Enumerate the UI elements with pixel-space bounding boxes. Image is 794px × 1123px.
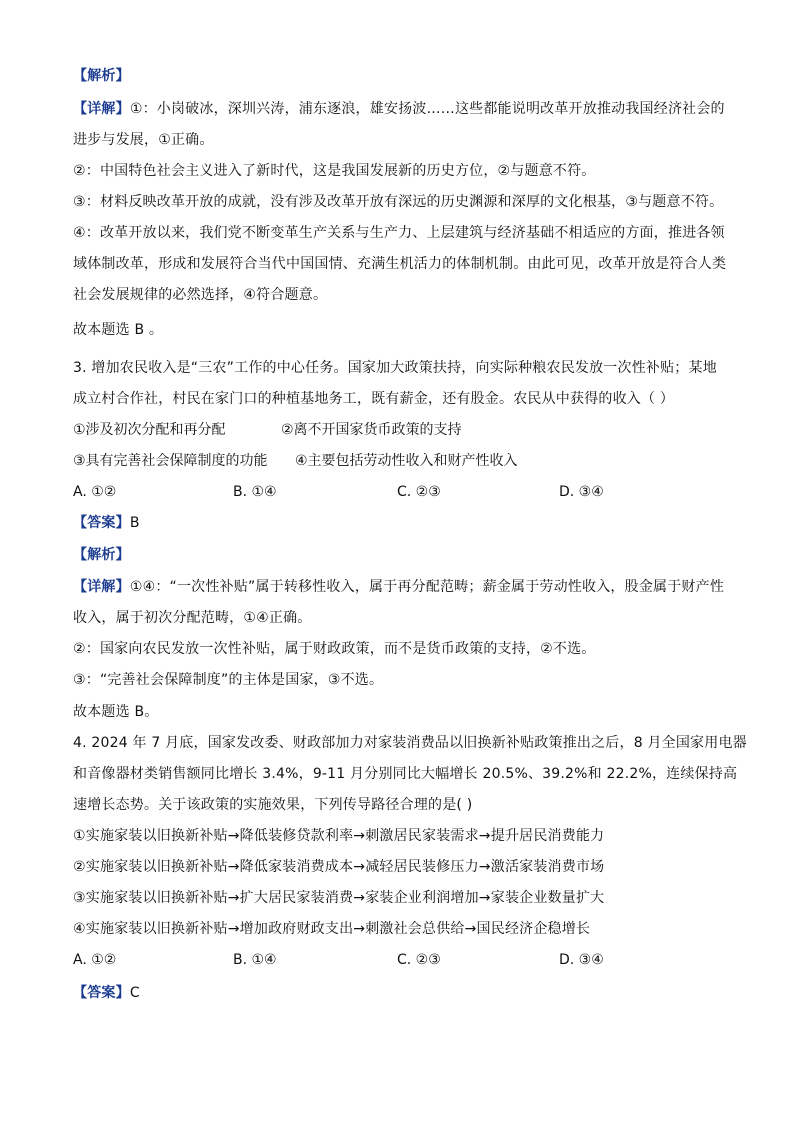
choice-a: A. ①②: [73, 484, 117, 500]
detail-line: 收入，属于初次分配范畴，①④正确。: [73, 610, 312, 626]
statement: ②离不开国家货币政策的支持: [281, 422, 462, 438]
detail-text: ①④：“一次性补贴”属于转移性收入，属于再分配范畴；薪金属于劳动性收入，股金属于财产性: [129, 579, 725, 595]
detail-tag: 【详解】: [73, 579, 130, 595]
statement: ④主要包括劳动性收入和财产性收入: [295, 453, 518, 469]
question-stem: 和音像器材类销售额同比增长 3.4%，9-11 月分别同比大幅增长 20.5%、39.2%和 22.2%，连续保持高: [73, 766, 738, 782]
detail-line: ③：材料反映改革开放的成就，没有涉及改革开放有深远的历史渊源和深厚的文化根基，③与题意不符。: [73, 194, 724, 210]
question-stem: 3. 增加农民收入是“三农”工作的中心任务。国家加大政策扶持，向实际种粮农民发放一次性补贴；某地: [73, 360, 717, 376]
detail-line: ②：国家向农民发放一次性补贴，属于财政政策，而不是货币政策的支持，②不选。: [73, 641, 596, 657]
detail-tag: 【详解】: [73, 101, 130, 117]
choice-row: [73, 950, 723, 970]
question-stem: 4. 2024 年 7 月底，国家发改委、财政部加力对家装消费品以旧换新补贴政策推出之后，8 月全国家用电器: [73, 735, 747, 751]
choice-c: C. ②③: [397, 952, 441, 968]
detail-text: ①：小岗破冰，深圳兴涛，浦东逐浪，雄安扬波……这些都能说明改革开放推动我国经济社会的: [129, 101, 725, 117]
detail-line: 域体制改革，形成和发展符合当代中国国情、充满生机活力的体制机制。由此可见，改革开放是符合人类: [73, 256, 727, 272]
detail-line: ③：“完善社会保障制度”的主体是国家，③不选。: [73, 672, 384, 688]
statement-row: [73, 420, 723, 440]
statement: ①涉及初次分配和再分配: [73, 422, 226, 438]
detail-line: ④：改革开放以来，我们党不断变革生产关系与生产力、上层建筑与经济基础不相适应的方面，推进各领: [73, 225, 725, 241]
answer-line: [73, 983, 140, 1003]
answer-tag: 【答案】: [73, 985, 130, 1001]
detail-line: [73, 577, 724, 597]
choice-row: [73, 482, 723, 502]
answer-tag: 【答案】: [73, 515, 130, 531]
answer-line: [73, 513, 140, 533]
detail-line: [73, 99, 725, 119]
question-stem: 速增长态势。关于该政策的实施效果，下列传导路径合理的是( ): [73, 797, 473, 813]
detail-line: 进步与发展，①正确。: [73, 132, 214, 148]
conclusion-line: 故本题选 B。: [73, 704, 159, 720]
statement: ②实施家装以旧换新补贴→降低家装消费成本→减轻居民装修压力→激活家装消费市场: [73, 859, 605, 875]
choice-a: A. ①②: [73, 952, 117, 968]
choice-d: D. ③④: [559, 952, 604, 968]
choice-d: D. ③④: [559, 484, 604, 500]
analysis-tag: 【解析】: [73, 68, 130, 84]
statement: ④实施家装以旧换新补贴→增加政府财政支出→刺激社会总供给→国民经济企稳增长: [73, 921, 591, 937]
choice-c: C. ②③: [397, 484, 441, 500]
statement: ③实施家装以旧换新补贴→扩大居民家装消费→家装企业利润增加→家装企业数量扩大: [73, 890, 605, 906]
choice-b: B. ①④: [233, 952, 277, 968]
detail-line: 社会发展规律的必然选择，④符合题意。: [73, 287, 328, 303]
question-stem: 成立村合作社，村民在家门口的种植基地务工，既有薪金，还有股金。农民从中获得的收入（ ）: [73, 391, 675, 407]
choice-b: B. ①④: [233, 484, 277, 500]
answer-value: B: [129, 515, 140, 531]
statement: ①实施家装以旧换新补贴→降低装修贷款利率→刺激居民家装需求→提升居民消费能力: [73, 828, 605, 844]
answer-value: C: [129, 985, 140, 1001]
statement: ③具有完善社会保障制度的功能: [73, 453, 268, 469]
statement-row: [73, 451, 723, 471]
conclusion-line: 故本题选 B 。: [73, 322, 164, 338]
detail-line: ②：中国特色社会主义进入了新时代，这是我国发展新的历史方位，②与题意不符。: [73, 163, 596, 179]
analysis-tag: 【解析】: [73, 547, 130, 563]
